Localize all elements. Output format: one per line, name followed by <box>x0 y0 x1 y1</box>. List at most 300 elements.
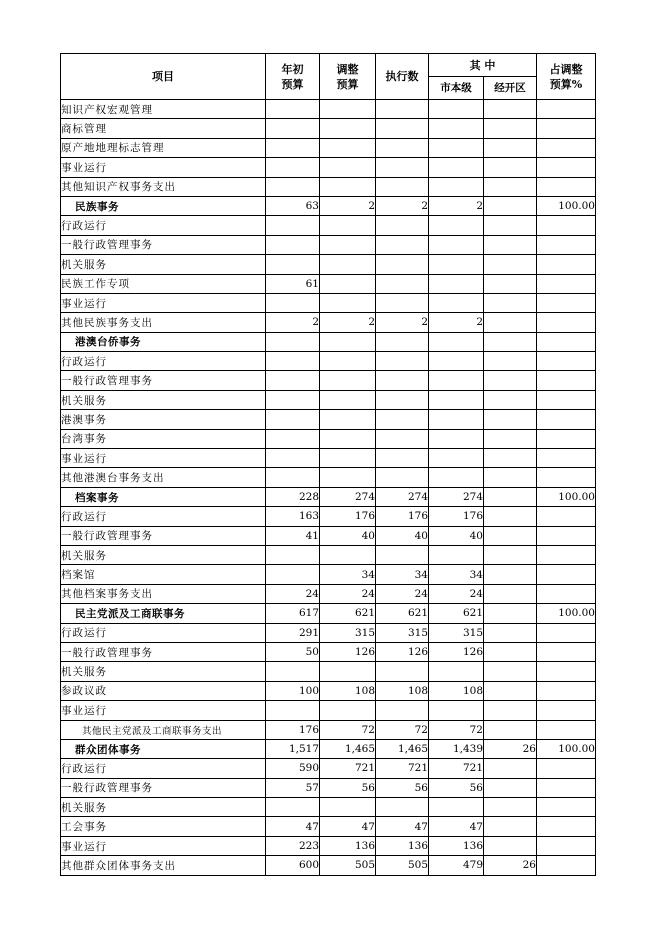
cell-executed: 1,465 <box>376 739 429 758</box>
cell-city: 176 <box>429 507 484 526</box>
cell-city <box>429 468 484 487</box>
cell-city: 479 <box>429 856 484 875</box>
row-item-name: 民族工作专项 <box>61 274 266 293</box>
table-row <box>61 720 596 739</box>
cell-devzone <box>484 604 537 623</box>
category-row <box>61 739 596 758</box>
table-row <box>61 313 596 332</box>
cell-initial <box>266 293 320 312</box>
cell-initial: 1,517 <box>266 739 320 758</box>
table-row <box>61 429 596 448</box>
cell-devzone <box>484 371 537 390</box>
cell-adjusted: 176 <box>320 507 376 526</box>
row-item-name: 商标管理 <box>61 119 266 138</box>
cell-city: 1,439 <box>429 739 484 758</box>
table-row <box>61 100 596 119</box>
table-row <box>61 293 596 312</box>
cell-pct <box>537 274 596 293</box>
row-item-name: 群众团体事务 <box>61 739 266 758</box>
cell-executed <box>376 410 429 429</box>
cell-pct <box>537 158 596 177</box>
cell-executed <box>376 293 429 312</box>
cell-pct <box>537 507 596 526</box>
cell-devzone <box>484 720 537 739</box>
cell-devzone <box>484 778 537 797</box>
cell-initial <box>266 100 320 119</box>
row-item-name: 机关服务 <box>61 255 266 274</box>
row-item-name: 一般行政管理事务 <box>61 371 266 390</box>
row-item-name: 其他民族事务支出 <box>61 313 266 332</box>
cell-executed: 108 <box>376 681 429 700</box>
cell-city: 274 <box>429 487 484 506</box>
cell-city: 34 <box>429 565 484 584</box>
category-row <box>61 196 596 215</box>
cell-initial: 617 <box>266 604 320 623</box>
row-item-name: 档案馆 <box>61 565 266 584</box>
cell-executed <box>376 701 429 720</box>
cell-devzone <box>484 817 537 836</box>
cell-pct <box>537 759 596 778</box>
cell-city <box>429 216 484 235</box>
row-item-name: 知识产权宏观管理 <box>61 100 266 119</box>
cell-executed: 176 <box>376 507 429 526</box>
table-row <box>61 778 596 797</box>
table-row <box>61 701 596 720</box>
cell-pct <box>537 526 596 545</box>
header-pct-adjusted <box>537 54 596 100</box>
cell-adjusted: 126 <box>320 642 376 661</box>
cell-adjusted <box>320 177 376 196</box>
cell-city <box>429 332 484 351</box>
header-adjusted-budget-label: 调整 预算 <box>336 62 359 91</box>
table-row <box>61 507 596 526</box>
cell-devzone <box>484 701 537 720</box>
cell-adjusted: 621 <box>320 604 376 623</box>
cell-adjusted: 47 <box>320 817 376 836</box>
cell-city <box>429 701 484 720</box>
category-row <box>61 604 596 623</box>
cell-executed <box>376 449 429 468</box>
cell-city <box>429 293 484 312</box>
row-item-name: 其他知识产权事务支出 <box>61 177 266 196</box>
cell-initial: 163 <box>266 507 320 526</box>
cell-adjusted: 108 <box>320 681 376 700</box>
cell-pct <box>537 371 596 390</box>
cell-executed: 2 <box>376 196 429 215</box>
cell-executed: 72 <box>376 720 429 739</box>
cell-devzone <box>484 293 537 312</box>
cell-adjusted <box>320 662 376 681</box>
cell-executed: 34 <box>376 565 429 584</box>
cell-adjusted <box>320 468 376 487</box>
cell-initial: 24 <box>266 584 320 603</box>
cell-devzone <box>484 177 537 196</box>
header-adjusted-budget <box>320 54 376 100</box>
cell-executed <box>376 100 429 119</box>
cell-adjusted <box>320 545 376 564</box>
cell-devzone: 26 <box>484 856 537 875</box>
cell-adjusted: 72 <box>320 720 376 739</box>
cell-executed: 274 <box>376 487 429 506</box>
cell-devzone <box>484 449 537 468</box>
cell-initial: 50 <box>266 642 320 661</box>
cell-adjusted <box>320 100 376 119</box>
cell-initial: 63 <box>266 196 320 215</box>
table-row <box>61 177 596 196</box>
row-item-name: 港澳台侨事务 <box>61 332 266 351</box>
row-item-name: 一般行政管理事务 <box>61 526 266 545</box>
row-item-name: 事业运行 <box>61 449 266 468</box>
cell-city <box>429 449 484 468</box>
cell-pct: 100.00 <box>537 196 596 215</box>
cell-executed: 136 <box>376 836 429 855</box>
header-initial-budget <box>266 54 320 100</box>
cell-city: 24 <box>429 584 484 603</box>
cell-adjusted <box>320 410 376 429</box>
header-of-which: 其 中 <box>429 54 537 77</box>
cell-adjusted: 2 <box>320 196 376 215</box>
cell-devzone <box>484 507 537 526</box>
header-executed: 执行数 <box>376 54 429 100</box>
cell-city: 721 <box>429 759 484 778</box>
cell-city <box>429 410 484 429</box>
cell-pct: 100.00 <box>537 487 596 506</box>
cell-city <box>429 390 484 409</box>
cell-adjusted <box>320 216 376 235</box>
cell-initial: 47 <box>266 817 320 836</box>
cell-executed <box>376 352 429 371</box>
cell-executed: 40 <box>376 526 429 545</box>
cell-adjusted: 136 <box>320 836 376 855</box>
cell-devzone <box>484 255 537 274</box>
cell-initial <box>266 352 320 371</box>
cell-devzone <box>484 119 537 138</box>
table-row <box>61 759 596 778</box>
row-item-name: 港澳事务 <box>61 410 266 429</box>
table-row <box>61 449 596 468</box>
table-row <box>61 138 596 157</box>
cell-pct <box>537 235 596 254</box>
row-item-name: 事业运行 <box>61 701 266 720</box>
row-item-name: 事业运行 <box>61 293 266 312</box>
row-item-name: 事业运行 <box>61 836 266 855</box>
cell-devzone <box>484 759 537 778</box>
cell-executed: 126 <box>376 642 429 661</box>
cell-initial: 61 <box>266 274 320 293</box>
cell-initial: 176 <box>266 720 320 739</box>
cell-pct <box>537 642 596 661</box>
cell-devzone <box>484 836 537 855</box>
table-row <box>61 158 596 177</box>
table-body <box>61 100 596 876</box>
cell-city <box>429 119 484 138</box>
table-row <box>61 584 596 603</box>
cell-executed <box>376 332 429 351</box>
cell-executed: 315 <box>376 623 429 642</box>
cell-adjusted <box>320 390 376 409</box>
cell-executed <box>376 468 429 487</box>
table-row <box>61 798 596 817</box>
cell-adjusted <box>320 798 376 817</box>
cell-executed: 47 <box>376 817 429 836</box>
cell-adjusted <box>320 138 376 157</box>
row-item-name: 一般行政管理事务 <box>61 778 266 797</box>
table-row <box>61 119 596 138</box>
cell-devzone <box>484 274 537 293</box>
cell-devzone <box>484 100 537 119</box>
cell-devzone <box>484 584 537 603</box>
cell-adjusted: 315 <box>320 623 376 642</box>
cell-initial <box>266 235 320 254</box>
cell-city: 136 <box>429 836 484 855</box>
row-item-name: 事业运行 <box>61 158 266 177</box>
cell-initial <box>266 138 320 157</box>
cell-devzone <box>484 332 537 351</box>
cell-city: 72 <box>429 720 484 739</box>
cell-initial: 223 <box>266 836 320 855</box>
cell-initial: 590 <box>266 759 320 778</box>
row-item-name: 原产地地理标志管理 <box>61 138 266 157</box>
cell-initial <box>266 701 320 720</box>
cell-executed <box>376 429 429 448</box>
table-row <box>61 642 596 661</box>
row-item-name: 行政运行 <box>61 623 266 642</box>
row-item-name: 行政运行 <box>61 216 266 235</box>
row-item-name: 一般行政管理事务 <box>61 642 266 661</box>
table-row <box>61 623 596 642</box>
cell-adjusted <box>320 701 376 720</box>
cell-adjusted: 34 <box>320 565 376 584</box>
cell-initial <box>266 545 320 564</box>
header-city-level: 市本级 <box>429 77 484 100</box>
cell-initial <box>266 371 320 390</box>
cell-executed <box>376 274 429 293</box>
cell-adjusted <box>320 293 376 312</box>
row-item-name: 机关服务 <box>61 798 266 817</box>
cell-pct <box>537 255 596 274</box>
table-row <box>61 390 596 409</box>
cell-pct <box>537 798 596 817</box>
cell-initial <box>266 119 320 138</box>
cell-pct <box>537 293 596 312</box>
cell-pct <box>537 352 596 371</box>
cell-devzone <box>484 429 537 448</box>
cell-devzone <box>484 196 537 215</box>
cell-devzone <box>484 390 537 409</box>
header-item: 项目 <box>61 54 266 100</box>
cell-pct: 100.00 <box>537 604 596 623</box>
cell-pct: 100.00 <box>537 739 596 758</box>
cell-pct <box>537 681 596 700</box>
cell-pct <box>537 662 596 681</box>
row-item-name: 工会事务 <box>61 817 266 836</box>
cell-devzone <box>484 545 537 564</box>
header-pct-adjusted-label: 占调整 预算% <box>549 62 583 91</box>
cell-city: 315 <box>429 623 484 642</box>
cell-initial <box>266 216 320 235</box>
cell-pct <box>537 778 596 797</box>
cell-city <box>429 138 484 157</box>
cell-devzone <box>484 623 537 642</box>
table-row <box>61 410 596 429</box>
cell-pct <box>537 390 596 409</box>
row-item-name: 民族事务 <box>61 196 266 215</box>
cell-pct <box>537 449 596 468</box>
cell-pct <box>537 100 596 119</box>
cell-devzone <box>484 235 537 254</box>
cell-initial <box>266 662 320 681</box>
row-item-name: 行政运行 <box>61 352 266 371</box>
cell-executed <box>376 662 429 681</box>
budget-table <box>60 53 596 876</box>
cell-executed <box>376 798 429 817</box>
cell-initial: 291 <box>266 623 320 642</box>
cell-initial <box>266 390 320 409</box>
cell-executed <box>376 138 429 157</box>
cell-initial: 57 <box>266 778 320 797</box>
cell-initial <box>266 565 320 584</box>
cell-adjusted: 40 <box>320 526 376 545</box>
table-row <box>61 545 596 564</box>
cell-adjusted <box>320 119 376 138</box>
header-initial-budget-label: 年初 预算 <box>281 62 304 91</box>
cell-initial: 228 <box>266 487 320 506</box>
table-row <box>61 565 596 584</box>
cell-devzone <box>484 642 537 661</box>
cell-devzone <box>484 313 537 332</box>
cell-devzone <box>484 138 537 157</box>
row-item-name: 机关服务 <box>61 390 266 409</box>
cell-adjusted <box>320 429 376 448</box>
cell-initial: 600 <box>266 856 320 875</box>
cell-adjusted: 274 <box>320 487 376 506</box>
cell-city <box>429 255 484 274</box>
cell-executed: 621 <box>376 604 429 623</box>
table-row <box>61 468 596 487</box>
cell-city <box>429 798 484 817</box>
cell-initial <box>266 798 320 817</box>
cell-pct <box>537 584 596 603</box>
cell-pct <box>537 545 596 564</box>
cell-executed <box>376 177 429 196</box>
cell-pct <box>537 468 596 487</box>
cell-adjusted <box>320 332 376 351</box>
cell-adjusted <box>320 255 376 274</box>
cell-pct <box>537 332 596 351</box>
cell-executed <box>376 371 429 390</box>
cell-city: 2 <box>429 313 484 332</box>
table-row <box>61 352 596 371</box>
cell-pct <box>537 720 596 739</box>
cell-adjusted: 505 <box>320 856 376 875</box>
cell-executed <box>376 235 429 254</box>
cell-pct <box>537 836 596 855</box>
row-item-name: 参政议政 <box>61 681 266 700</box>
cell-city <box>429 371 484 390</box>
cell-adjusted: 24 <box>320 584 376 603</box>
table-row <box>61 255 596 274</box>
cell-city: 47 <box>429 817 484 836</box>
cell-city <box>429 235 484 254</box>
cell-city: 40 <box>429 526 484 545</box>
table-row <box>61 836 596 855</box>
cell-initial: 100 <box>266 681 320 700</box>
cell-devzone <box>484 468 537 487</box>
row-item-name: 行政运行 <box>61 507 266 526</box>
cell-city <box>429 545 484 564</box>
table-row <box>61 662 596 681</box>
cell-executed <box>376 390 429 409</box>
row-item-name: 民主党派及工商联事务 <box>61 604 266 623</box>
cell-initial <box>266 332 320 351</box>
table-row <box>61 274 596 293</box>
cell-adjusted: 56 <box>320 778 376 797</box>
cell-executed <box>376 545 429 564</box>
cell-adjusted: 2 <box>320 313 376 332</box>
cell-pct <box>537 701 596 720</box>
cell-executed <box>376 216 429 235</box>
cell-devzone <box>484 487 537 506</box>
cell-city: 56 <box>429 778 484 797</box>
cell-pct <box>537 410 596 429</box>
row-item-name: 其他港澳台事务支出 <box>61 468 266 487</box>
cell-pct <box>537 216 596 235</box>
cell-city <box>429 100 484 119</box>
table-row <box>61 371 596 390</box>
cell-city: 108 <box>429 681 484 700</box>
cell-initial <box>266 410 320 429</box>
cell-executed: 505 <box>376 856 429 875</box>
cell-initial <box>266 255 320 274</box>
cell-pct <box>537 565 596 584</box>
row-item-name: 机关服务 <box>61 545 266 564</box>
cell-devzone <box>484 681 537 700</box>
cell-pct <box>537 623 596 642</box>
category-row <box>61 487 596 506</box>
cell-adjusted: 1,465 <box>320 739 376 758</box>
cell-adjusted <box>320 235 376 254</box>
table-row <box>61 681 596 700</box>
cell-adjusted <box>320 352 376 371</box>
cell-initial <box>266 468 320 487</box>
cell-executed <box>376 255 429 274</box>
cell-city <box>429 352 484 371</box>
cell-devzone <box>484 216 537 235</box>
table-row <box>61 216 596 235</box>
cell-initial <box>266 449 320 468</box>
row-item-name: 其他档案事务支出 <box>61 584 266 603</box>
cell-adjusted <box>320 371 376 390</box>
cell-devzone <box>484 526 537 545</box>
cell-executed: 56 <box>376 778 429 797</box>
cell-city <box>429 274 484 293</box>
cell-city <box>429 662 484 681</box>
cell-initial <box>266 429 320 448</box>
cell-executed: 721 <box>376 759 429 778</box>
cell-pct <box>537 313 596 332</box>
cell-executed: 24 <box>376 584 429 603</box>
cell-city: 126 <box>429 642 484 661</box>
cell-devzone: 26 <box>484 739 537 758</box>
cell-executed <box>376 119 429 138</box>
cell-city: 2 <box>429 196 484 215</box>
table-row <box>61 856 596 875</box>
row-item-name: 其他民主党派及工商联事务支出 <box>61 720 266 739</box>
cell-city: 621 <box>429 604 484 623</box>
cell-pct <box>537 817 596 836</box>
cell-devzone <box>484 410 537 429</box>
cell-devzone <box>484 565 537 584</box>
